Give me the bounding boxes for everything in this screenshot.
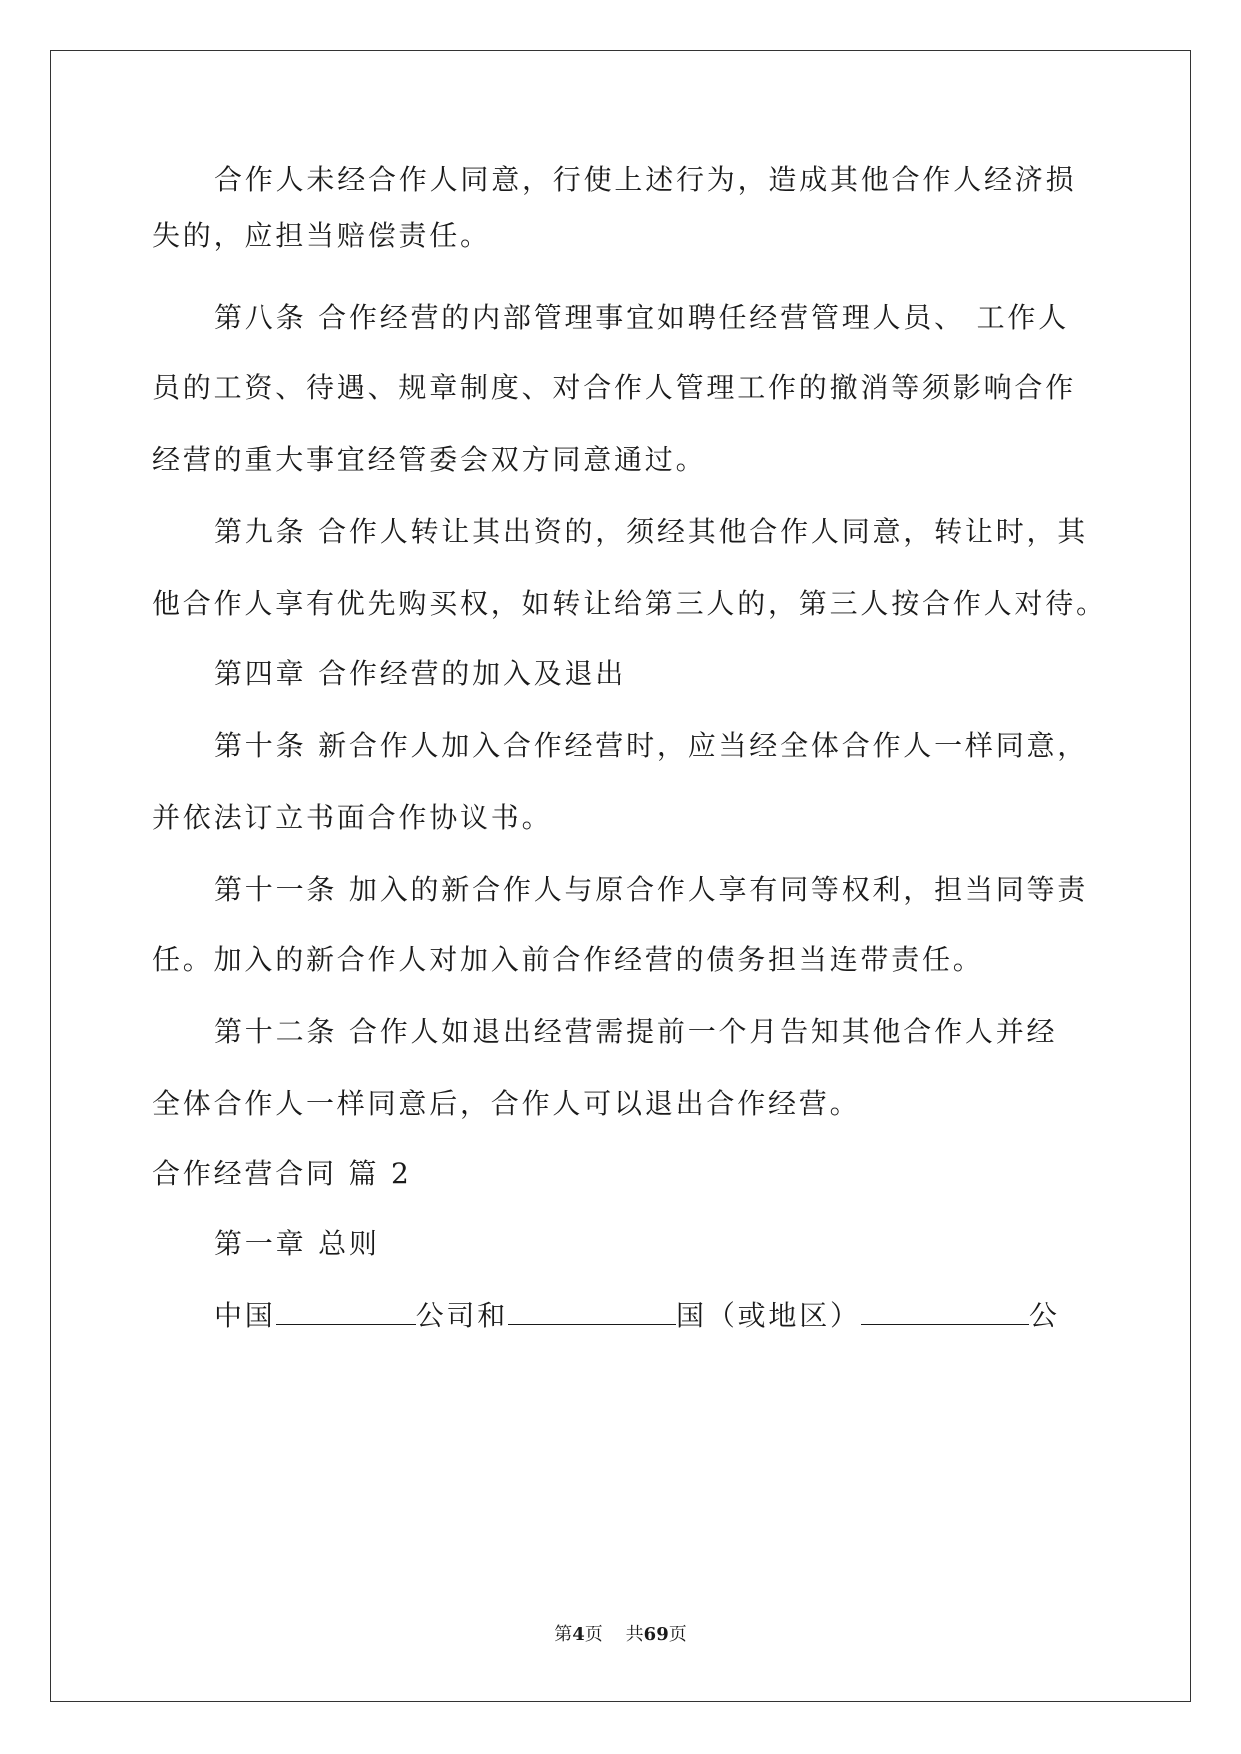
chapter-4-heading: 第四章 合作经营的加入及退出: [214, 657, 627, 690]
blank-field-company-a[interactable]: [276, 1296, 416, 1325]
blank-field-country[interactable]: [508, 1296, 676, 1325]
paragraph-line: 并依法订立书面合作协议书。: [152, 801, 553, 834]
chapter-1-heading: 第一章 总则: [214, 1227, 380, 1260]
article-8-line: 第八条 合作经营的内部管理事宜如聘任经营管理人员、 工作人: [214, 301, 1070, 334]
fill-text-country: 中国: [214, 1299, 276, 1332]
paragraph-line: 合作人未经合作人同意，行使上述行为，造成其他合作人经济损: [214, 163, 1077, 196]
paragraph-line: 任。加入的新合作人对加入前合作经营的债务担当连带责任。: [152, 943, 984, 976]
footer-mid: 页 共: [584, 1624, 644, 1645]
paragraph-line: 失的，应担当赔偿责任。: [152, 219, 491, 252]
footer-page-number: 4: [572, 1624, 585, 1645]
footer-suffix: 页: [668, 1624, 687, 1645]
fill-text-region: 国（或地区）: [676, 1299, 861, 1332]
article-10-line: 第十条 新合作人加入合作经营时，应当经全体合作人一样同意，: [214, 729, 1089, 762]
blank-field-company-b[interactable]: [861, 1296, 1029, 1325]
footer-total-pages: 69: [643, 1624, 669, 1645]
fill-in-line: [152, 1296, 1060, 1336]
paragraph-line: 全体合作人一样同意后，合作人可以退出合作经营。: [152, 1087, 861, 1120]
fill-text-company-and: 公司和: [415, 1299, 509, 1332]
article-11-line: 第十一条 加入的新合作人与原合作人享有同等权利，担当同等责: [214, 873, 1089, 906]
page-footer: [0, 1620, 1241, 1646]
article-12-line: 第十二条 合作人如退出经营需提前一个月告知其他合作人并经: [214, 1015, 1058, 1048]
paragraph-line: 经营的重大事宜经管委会双方同意通过。: [152, 443, 707, 476]
paragraph-line: 员的工资、待遇、规章制度、对合作人管理工作的撤消等须影响合作: [152, 371, 1077, 404]
footer-prefix: 第: [554, 1624, 573, 1645]
fill-text-gong: 公: [1028, 1299, 1060, 1332]
paragraph-line: 他合作人享有优先购买权，如转让给第三人的，第三人按合作人对待。: [152, 587, 1107, 620]
contract-section-title: 合作经营合同 篇 2: [152, 1157, 412, 1190]
article-9-line: 第九条 合作人转让其出资的，须经其他合作人同意，转让时，其: [214, 515, 1089, 548]
